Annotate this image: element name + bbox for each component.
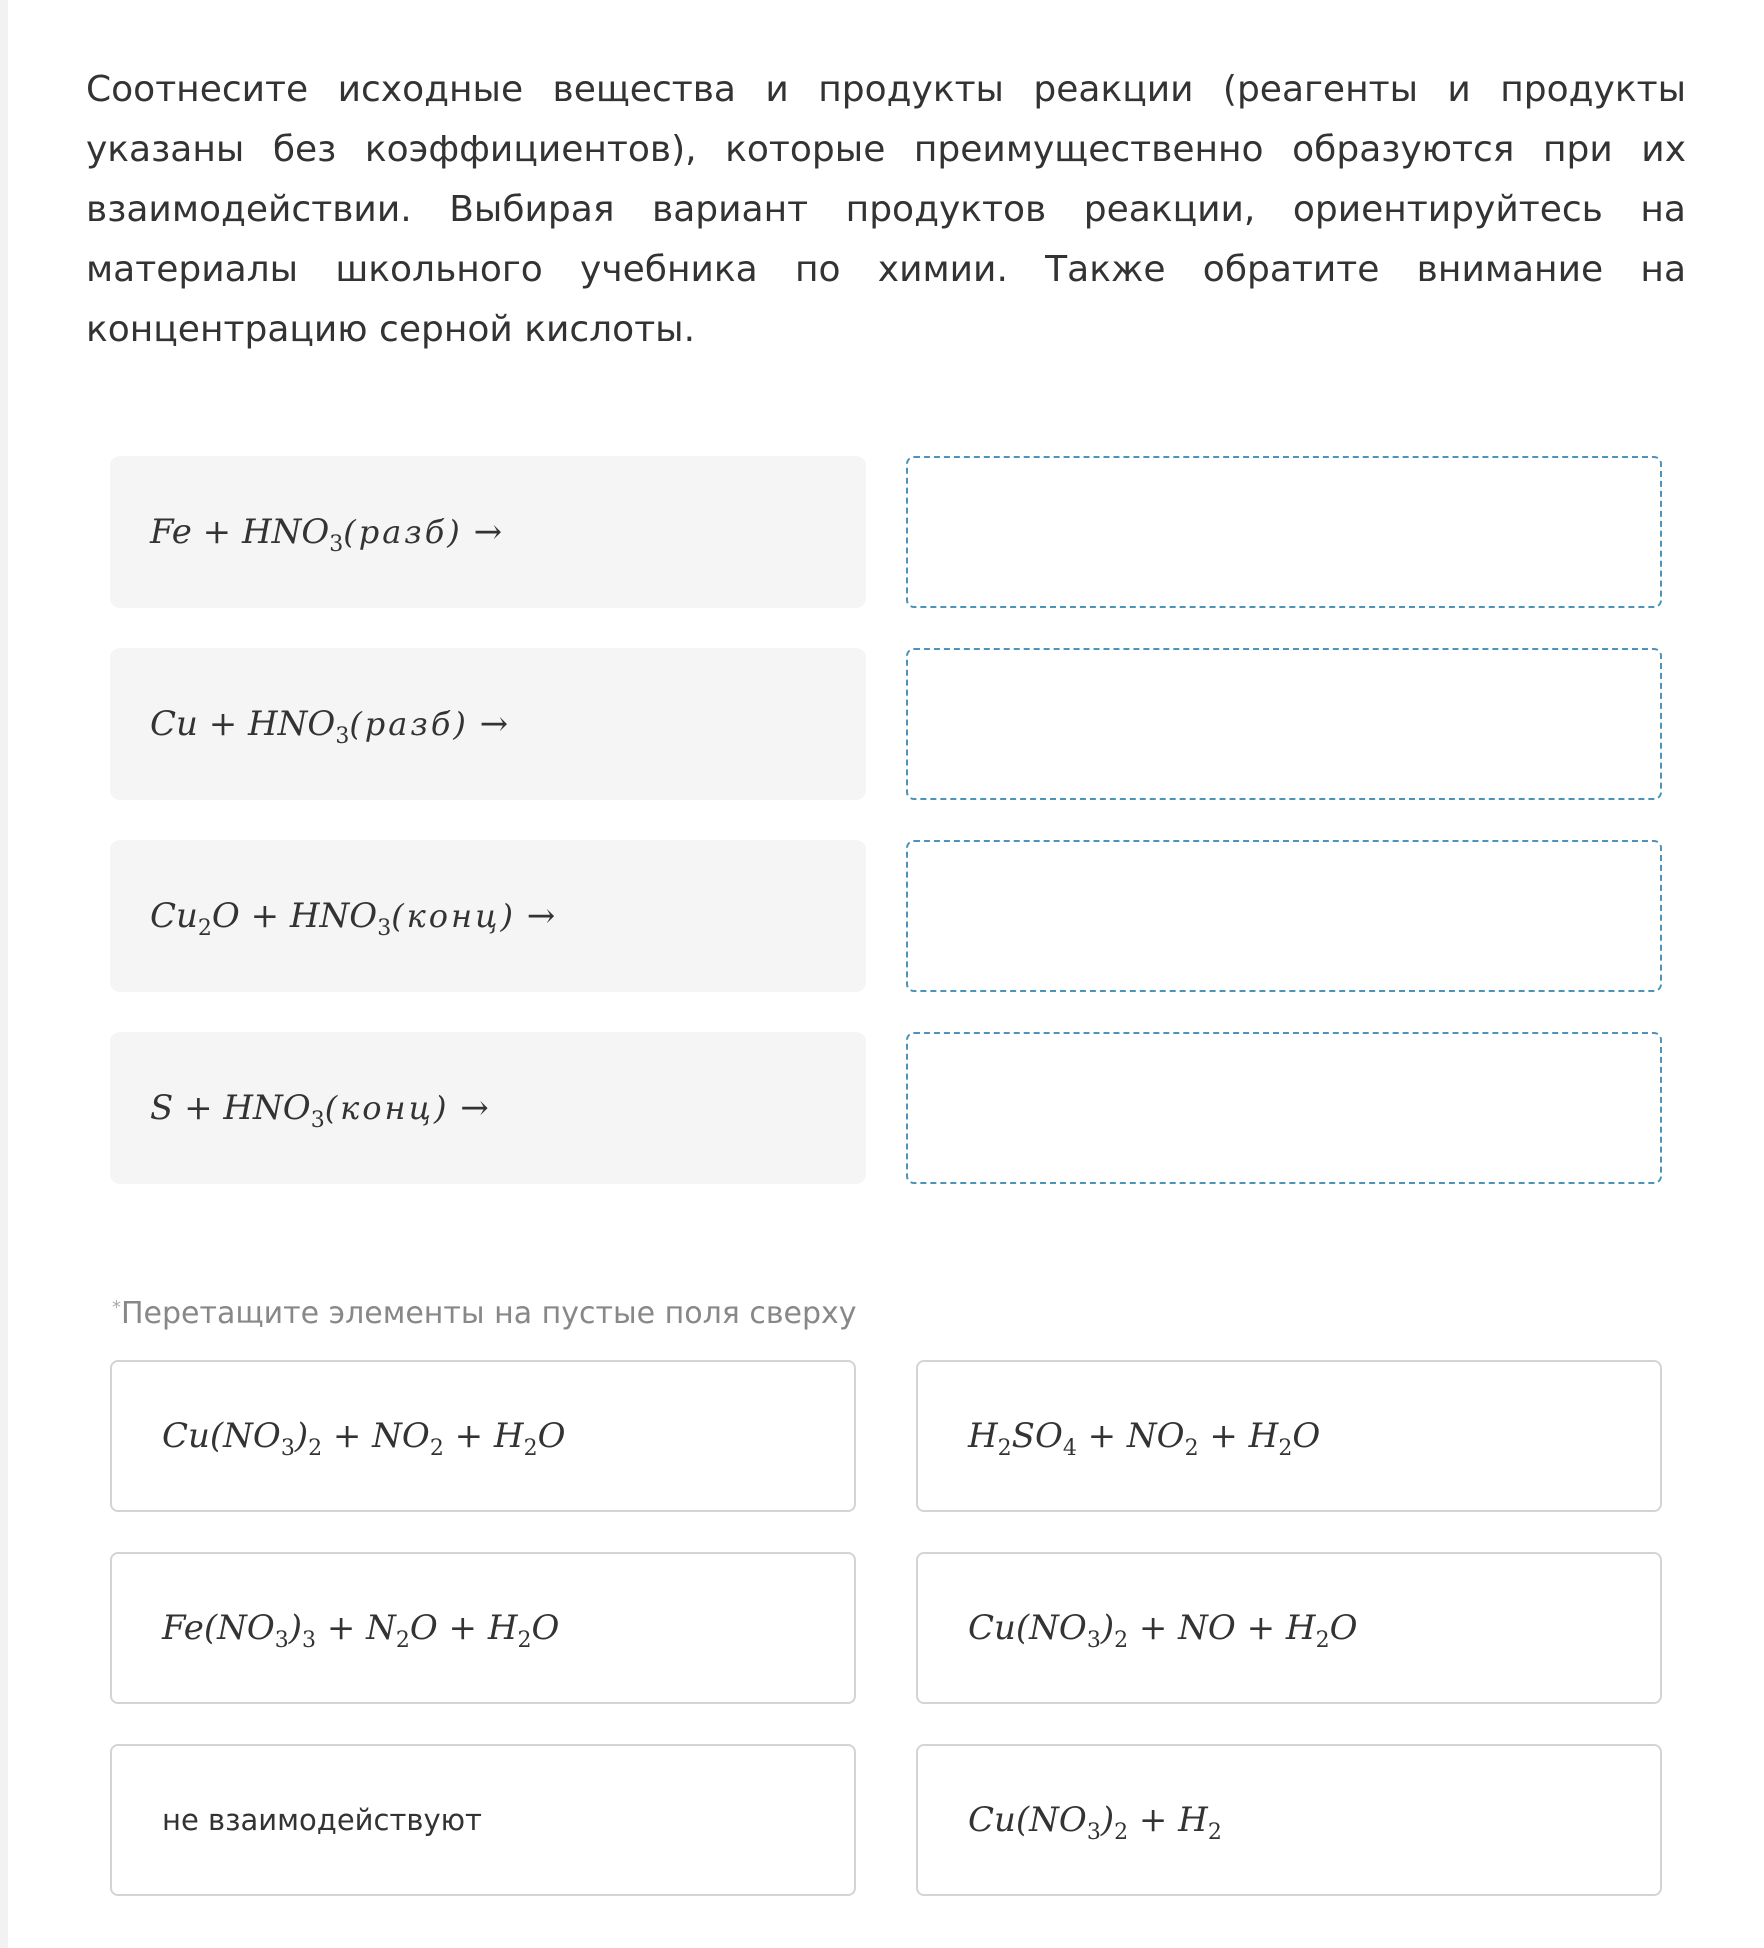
left-border-strip: [0, 0, 8, 1948]
option-text-5: не взаимодействуют: [162, 1803, 482, 1837]
option-formula-2: $H_2SO_4 + NO_2 + H_2O$: [968, 1416, 1321, 1461]
draggable-option-5[interactable]: [110, 1744, 856, 1896]
option-formula-4: $Cu(NO_3)_2$ + NO + $H_2O$: [968, 1608, 1358, 1653]
draggable-option-4[interactable]: [916, 1552, 1662, 1704]
reactant-formula-4: $S + HNO_3(конц)$ →: [150, 1088, 489, 1133]
option-formula-1: $Cu(NO_3)_2 + NO_2 + H_2O$: [162, 1416, 566, 1461]
option-formula-3: $Fe(NO_3)_3 + N_2O + H_2O$: [162, 1608, 560, 1653]
reactant-formula-2: $Cu + HNO_3(разб)$ →: [150, 704, 509, 749]
hint-text: Перетащите элементы на пустые поля сверху: [121, 1296, 857, 1331]
reactant-formula-1: $Fe + HNO_3(разб)$ →: [150, 512, 503, 557]
task-instruction: Соотнесите исходные вещества и продукты реакции (реагенты и продукты указаны без коэффициентов), которые преимущественно образуются при их взаимодействии. Выбирая вариант продуктов реакции, ориентируйтесь на материалы школьного учебника по химии. Также обратите внимание на концентрацию серной кислоты.: [86, 69, 1686, 350]
reactant-card-3: [110, 840, 866, 992]
drag-hint: [112, 1296, 857, 1331]
reactant-card-2: [110, 648, 866, 800]
drop-zone-2[interactable]: [906, 648, 1662, 800]
reactant-card-4: [110, 1032, 866, 1184]
option-formula-6: $Cu(NO_3)_2 + H_2$: [968, 1800, 1222, 1845]
reactant-formula-3: $Cu_2O$ + $HNO_3(конц)$ →: [150, 896, 556, 941]
draggable-option-6[interactable]: [916, 1744, 1662, 1896]
reactant-card-1: [110, 456, 866, 608]
draggable-option-1[interactable]: [110, 1360, 856, 1512]
drop-zone-4[interactable]: [906, 1032, 1662, 1184]
draggable-option-2[interactable]: [916, 1360, 1662, 1512]
drop-zone-3[interactable]: [906, 840, 1662, 992]
drop-zone-1[interactable]: [906, 456, 1662, 608]
hint-asterisk: *: [112, 1297, 121, 1318]
draggable-option-3[interactable]: [110, 1552, 856, 1704]
